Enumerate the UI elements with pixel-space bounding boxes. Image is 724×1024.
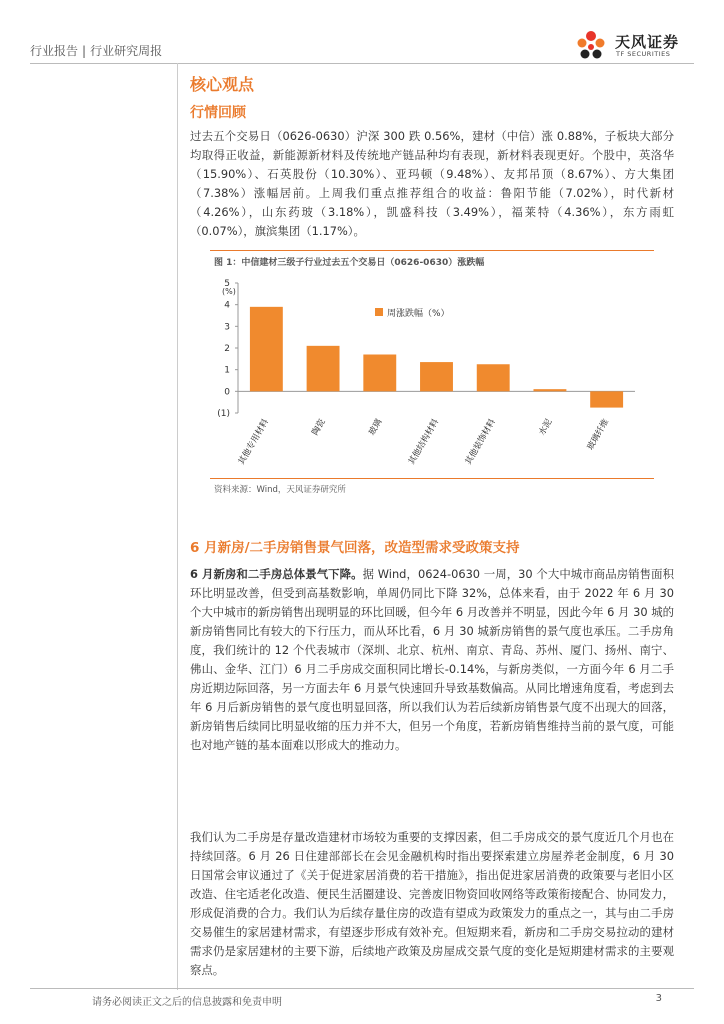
x-tick-label: 其他装饰材料 [463, 417, 498, 467]
housing-sales-paragraph [190, 565, 674, 755]
page-number: 3 [655, 993, 662, 1004]
figure-title: 图 1：中信建材三级子行业过去五个交易日（0626-0630）涨跌幅 [214, 258, 485, 268]
chart-legend [375, 307, 450, 319]
y-tick-label: 4 [224, 300, 230, 311]
footer-divider [30, 988, 694, 989]
header-separator: | [82, 44, 87, 58]
subindustry-return-chart [210, 270, 650, 478]
report-header [30, 42, 162, 59]
x-axis-labels [236, 417, 612, 467]
x-tick-label: 其他结构材料 [406, 417, 442, 467]
x-tick-label: 陶瓷 [310, 417, 328, 438]
company-logo [571, 28, 691, 64]
y-tick-label: 5 [224, 279, 230, 289]
y-tick-label: 1 [224, 365, 230, 376]
y-tick-label: 2 [224, 344, 230, 354]
y-unit-label: (%) [222, 287, 236, 296]
bar-0 [250, 307, 283, 391]
x-tick-label: 水泥 [537, 417, 555, 438]
y-tick-label: (1) [217, 409, 230, 419]
section-title-core-views: 核心观点 [190, 75, 255, 94]
bar-5 [533, 389, 566, 391]
market-review-paragraph: 过去五个交易日（0626-0630）沪深 300 跌 0.56%，建材（中信）涨 0.88%，子板块大部分均取得正收益，新能源新材料及传统地产链品种均有表现，新材料表现更好。个股中，英洛华（15.90%）、石英股份（10.30%）、亚玛顿（9.48%）、友邦吊顶（8.67%）、方大集团（7.38%）涨幅居前。上周我们重点推荐组合的收益：鲁阳节能（7.02%），时代新材（4.26%），山东药玻（3.18%），凯盛科技（3.49%），福莱特（4.36%），东方雨虹（0.07%），旗滨集团（1.17%）。 [190, 129, 674, 238]
report-category: 行业研究周报 [90, 44, 163, 58]
bar-3 [420, 362, 453, 391]
footer-disclaimer: 请务必阅读正文之后的信息披露和免责申明 [92, 997, 282, 1008]
logo-text-cn: 天风证券 [615, 33, 680, 51]
subsection-title-market-review: 行情回顾 [190, 105, 246, 121]
section-title-housing-sales: 6 月新房/二手房销售景气回落，改造型需求受政策支持 [190, 540, 520, 556]
x-tick-label: 玻璃纤维 [585, 417, 612, 452]
logo-text-en: TF SECURITIES [616, 50, 671, 58]
legend-swatch [375, 308, 383, 316]
figure-source: 资料来源：Wind，天风证券研究所 [214, 485, 346, 495]
bar-4 [477, 364, 510, 391]
logo-flower-icon [571, 28, 611, 64]
bar-6 [590, 391, 623, 407]
figure-top-rule [210, 250, 654, 251]
header-divider [30, 63, 694, 64]
figure-bottom-rule [210, 478, 654, 479]
bars [250, 307, 623, 408]
y-tick-label: 0 [224, 387, 230, 398]
y-tick-label: 3 [224, 322, 230, 333]
x-tick-label: 其他专用材料 [236, 417, 271, 467]
paragraph-body: 据 Wind，0624-0630 一周，30 个大中城市商品房销售面积环比明显改善，但受到高基数影响，单周仍同比下降 32%，总体来看，由于 2022 年 6 月 30 个大中城市的新房销售出现明显的环比回暖，但今年 6 月改善并不明显，因此今年 6 月 30 城的新房销售同比有较大的下行压力，而从环比看，6 月 30 城新房销售的景气度也承压。二手房角度，我们统计的 12 个代表城市（深圳、北京、杭州、南京、青岛、苏州、厦门、扬州、南宁、佛山、金华、江门）6 月二手房成交面积同比增长-0.14%，与新房类似，一方面今年 6 月二手房近期边际回落，另一方面去年 6 月景气快速回升导致基数偏高。从同比增速角度看，考虑到去年 6 月后新房销售的景气度也明显回落，所以我们认为若后续新房销售景气度不出现大的回落，新房销售后续同比明显收缩的压力并不大，但另一个角度，若新房销售维持当前的景气度，可能也对地产链的基本面难以形成大的推动力。 [190, 567, 674, 752]
secondhand-housing-paragraph: 我们认为二手房是存量改造建材市场较为重要的支撑因素，但二手房成交的景气度近几个月也在持续回落。6 月 26 日住建部部长在会见金融机构时指出要探索建立房屋养老金制度，6 月 30 日国常会审议通过了《关于促进家居消费的若干措施》，指出促进家居消费的政策要与老旧小区改造、住宅适老化改造、便民生活圈建设、完善废旧物资回收网络等政策衔接配合、协同发力，形成促消费的合力。我们认为后续存量住房的改造有望成为政策发力的重点之一，其与由二手房交易催生的家居建材需求，有望逐步形成有效补充。但短期来看，新房和二手房交易拉动的建材需求仍是家居建材的主要下游，后续地产政策及房屋成交景气度的变化是短期建材需求的主要观察点。 [190, 830, 674, 977]
report-type: 行业报告 [30, 44, 79, 58]
left-margin-rule [177, 63, 178, 990]
legend-label: 周涨跌幅（%） [387, 309, 450, 319]
x-tick-label: 玻璃 [367, 417, 385, 438]
bar-1 [307, 346, 340, 392]
bar-2 [363, 355, 396, 392]
paragraph-lead: 6 月新房和二手房总体景气下降。 [190, 567, 363, 581]
